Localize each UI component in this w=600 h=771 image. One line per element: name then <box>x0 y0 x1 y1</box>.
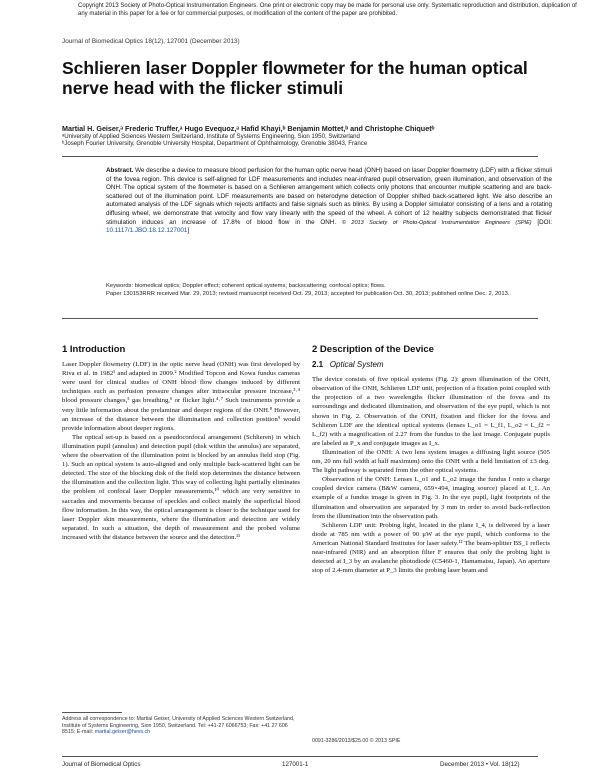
affiliation-b: ᵇJoseph Fourier University, Grenoble University Hospital, Department of Ophthalmology, Grenoble 38043, France <box>62 140 368 148</box>
abstract-label: Abstract. <box>106 167 134 174</box>
footer-issue: December 2013 • Vol. 18(12) <box>440 761 520 768</box>
section-heading-device: 2 Description of the Device <box>312 344 434 355</box>
device-paragraph-1: The device consists of five optical systems (Fig. 2): green illumination of the ONH, observation of the ONH, Schlieren LDF unit, projection of a fixation point coupled with the projection of a two wavelengths flicker illumination of the fovea and its surroundings and dedicated illumination, and observation of the eye pupil, which is not shown in Fig. 2. Observation of the ONH, fixation and flicker for the fovea and Schlieren LDF are the identical optical systems (lenses L_o1 = L_f1, L_o2 = L_f2 = L_f2) with a magnification of 2.27 from the fundus to the last image. Conjugate pupils are labeled as P_x and conjugate images as I_x. <box>312 376 550 447</box>
issn-line: 0091-3286/2013/$25.00 © 2013 SPIE <box>312 738 401 744</box>
abstract-copyright: © 2013 Society of Photo-Optical Instrumentation Engineers (SPIE) <box>341 219 532 226</box>
affiliations <box>62 133 542 148</box>
correspondence-footnote <box>62 716 300 736</box>
keywords-block <box>106 282 552 299</box>
doi-close: ] <box>187 227 190 235</box>
copyright-notice: Copyright 2013 Society of Photo-Optical Instrumentation Engineers. One print or electronic copy may be made for personal use only. Systematic reproduction and distribution, duplication of any material in this paper for a fee or for commercial purposes, or modification of the content of the paper are prohibited. <box>78 3 577 17</box>
doi-open: [DOI: <box>537 218 553 226</box>
subsection-title: Optical System <box>329 360 384 370</box>
device-paragraph-4: Schlieren LDF unit: Probing light, located in the plane I_4, is delivered by a laser diode at 785 nm with a power of 90 μW at the eye pupil, which conforms to the American National Standard Institutes for laser safety.¹² The beam-splitter BS_1 reflects near-infrared (NIR) and an absorption filter F ensures that only the probing light is detected at I_3 by an avalanche photodiode (C5460-1, Hamamatsu, Japan). An aperture stop of 2.4-mm diameter at P_3 limits the probing laser beam and <box>312 521 550 575</box>
device-paragraph-3: Observation of the ONH: Lenses L_o1 and L_o2 image the fundus I onto a charge coupled device camera (B&W camera, 659×494, imaging source) placed at I_1. An example of a fundus image is given in Fig. 3. In the eye pupil, light footprints of the illumination and observation are separated by 3 mm in order to avoid back-reflection from the illumination into the observation path. <box>312 476 550 520</box>
abstract-text: We describe a device to measure blood perfusion for the human optic nerve head (ONH) based on laser Doppler flowmetry (LDF) with a flicker stimuli of the fovea region. This device is self-aligned for LDF measurements and includes near-infrared pupil observation, green illumination, and observation of the ONH. The optical system of the flowmeter is based on a Schlieren arrangement which collects only photons that encounter multiple scattering and are back-scattered out of the illumination point. LDF measurements are based on heterodyne detection of Doppler shifted back-scattered light. We also describe an automated analysis of the LDF signals which rejects artifacts and false signals such as blinks. By using a Doppler simulator consisting of a lens and a rotating diffusing wheel, we demonstrate that velocity and flow vary linearly with the speed of the wheel. A cohort of 12 healthy subjects demonstrated that flicker stimulation induces an increase of 17.8% of blood flow in the ONH. <box>106 167 552 226</box>
right-column <box>312 345 550 575</box>
paper-title: Schlieren laser Doppler flowmeter for the human optical nerve head with the flicker stimuli <box>62 58 528 98</box>
device-paragraph-2: Illumination of the ONH: A two lens system images a diffusing light source (505 nm, 20 nm full width at half maximum) onto the ONH with a field limitation of ±3 deg. The light pathway is separated from the other optical systems. <box>312 448 550 475</box>
footnote-text: Address all correspondence to: Martial Geiser, University of Applied Sciences Western Switzerland, Institute of Systems Engineering, Sion 1950, Switzerland. Tel: +41-27 6066753; Fax: +41 27 606 8515; E-mail: <box>62 716 295 736</box>
left-column <box>62 345 300 542</box>
abstract <box>106 167 552 236</box>
footer-page-number: 127001-1 <box>282 761 309 768</box>
author-list: Martial H. Geiser,ᵃ Frederic Truffer,ᵃ Hugo Evequoz,ᵃ Hafid Khayi,ᵇ Benjamin Mottet,ᵇ and Christophe Chiquetᵇ <box>62 124 435 133</box>
footer-rule <box>62 756 538 757</box>
header-rule <box>62 156 538 157</box>
section-heading-introduction: 1 Introduction <box>62 344 126 355</box>
footer-journal: Journal of Biomedical Optics <box>62 761 141 768</box>
footnote-rule <box>62 712 122 713</box>
subsection-heading-optical <box>312 360 550 369</box>
intro-paragraph-2: The optical set-up is based on a pseudoconfocal arrangement (Schlieren) in which illumination pupil (annulus) and detection pupil (disk within the annulus) are separated, where the observation of the illumination point is blocked by an annulus field stop (Fig. 1). Such an optical system is auto-aligned and only multiple back-scattered light can be detected. The size of the blocking disk of the field stop determines the distance between the illumination and the collection light. This way of collecting light partially eliminates the problem of confocal laser Doppler measurements,¹⁰ which are very sensitive to saccades and movements because of speckles and collect mainly the superficial blood flow information. In this way, the optical arrangement is closer to the technique used for laser Doppler skin measurements, where the illumination and detection are widely separated. In such a situation, the depth of measurement and the probed volume increased with the distance between the source and the detection.¹¹ <box>62 433 300 541</box>
keywords-label: Keywords: <box>106 283 134 289</box>
doi-link[interactable]: 10.1117/1.JBO.18.12.127001 <box>106 227 188 235</box>
journal-citation: Journal of Biomedical Optics 18(12), 127001 (December 2013) <box>62 38 240 45</box>
email-link[interactable]: martial.geiser@hevs.ch <box>94 729 151 736</box>
abstract-rule <box>62 318 538 319</box>
intro-paragraph-1: Laser Doppler flowmetry (LDF) in the optic nerve head (ONH) was first developed by Riva et al. in 1982¹ and adapted in 2009.² Modified Topcon and Kowa fundus cameras were used for clinical studies of ONH blood flow changes induced by different techniques such as perfusion pressure changes after intraocular pressure increase,³·⁴ blood pressure changes,⁵ gas breathing,⁶ or flicker light.⁴·⁷ Such instruments provide a very little information about the prelaminar and deeper regions of the ONH.⁸ However, an increase of the distance between the illumination and collection position⁹ would provide information about deeper regions. <box>62 361 300 432</box>
keywords-text: biomedical optics; Doppler effect; coherent optical systems; backscattering; confocal optics; flows. <box>134 283 386 289</box>
publication-dates: Paper 130153RRR received Mar. 29, 2013; revised manuscript received Oct. 29, 2013; accepted for publication Oct. 30, 2013; published online Dec. 2, 2013. <box>106 291 510 298</box>
subsection-number: 2.1 <box>312 360 324 370</box>
affiliation-a: ᵃUniversity of Applied Sciences Western Switzerland, Institute of Systems Engineering, Sion 1950, Switzerland <box>62 133 360 140</box>
